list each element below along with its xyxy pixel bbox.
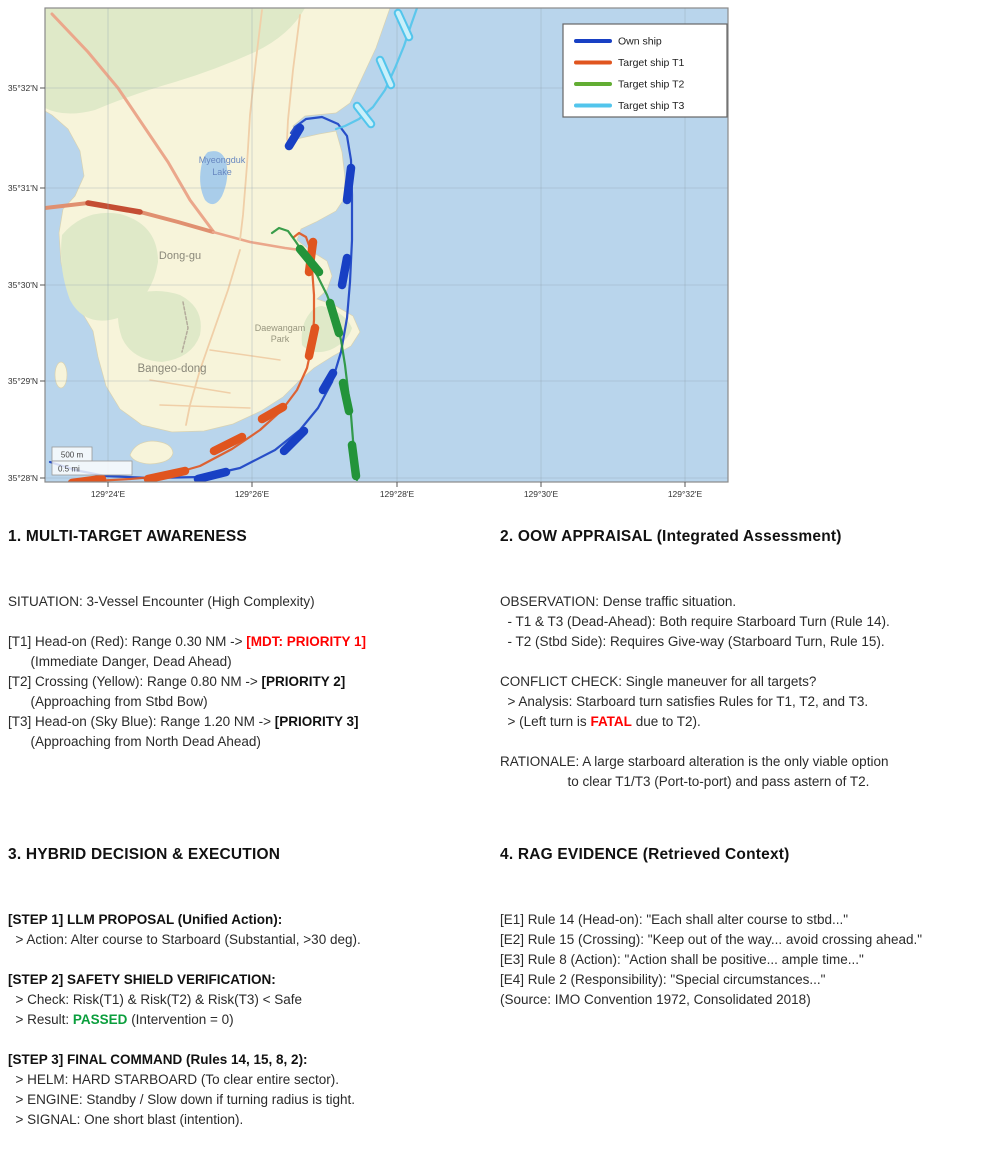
panel-3-body	[8, 910, 500, 1130]
ship-position-marker	[352, 445, 356, 476]
ship-position-marker	[343, 383, 349, 411]
panel-rag-evidence	[500, 846, 988, 1130]
text-line	[8, 612, 500, 632]
ship-position-marker	[342, 258, 347, 285]
text-line	[500, 652, 988, 672]
text-line	[8, 1030, 500, 1050]
panel-1-body	[8, 592, 500, 752]
panel-2-title: 2. OOW APPRAISAL (Integrated Assessment)	[500, 528, 842, 545]
map-legend	[563, 24, 727, 117]
panel-3-title: 3. HYBRID DECISION & EXECUTION	[8, 846, 281, 863]
panel-4-title: 4. RAG EVIDENCE (Retrieved Context)	[500, 846, 790, 863]
text-line: > HELM: HARD STARBOARD (To clear entire sector).	[8, 1072, 339, 1087]
x-axis	[91, 482, 703, 499]
ship-position-marker	[347, 168, 351, 200]
text-line: (Approaching from North Dead Ahead)	[8, 734, 261, 749]
text-line: > Check: Risk(T1) & Risk(T2) & Risk(T3) < Safe	[8, 992, 303, 1007]
x-tick-label: 129°24'E	[90, 489, 126, 499]
y-tick-label: 35°31'N	[7, 183, 38, 193]
y-tick-label: 35°30'N	[7, 280, 38, 290]
legend-label: Target ship T2	[618, 78, 685, 91]
x-tick-label: 129°32'E	[667, 489, 703, 499]
svg-text:Lake: Lake	[212, 167, 232, 177]
y-tick-label: 35°32'N	[7, 83, 38, 93]
text-line: [E4] Rule 2 (Responsibility): "Special circumstances..."	[500, 972, 826, 987]
panel-oow-appraisal	[500, 528, 988, 792]
y-axis	[8, 83, 45, 483]
text-line	[8, 950, 500, 970]
x-tick-label: 129°30'E	[523, 489, 559, 499]
park-label: Daewangam	[254, 323, 306, 333]
islet	[55, 362, 67, 388]
text-line: [E2] Rule 15 (Crossing): "Keep out of the way... avoid crossing ahead."	[500, 932, 923, 947]
text-line: > (Left turn is FATAL due to T2).	[500, 714, 701, 729]
lake-label: Myeongduk	[198, 155, 246, 165]
text-line: (Immediate Danger, Dead Ahead)	[8, 654, 232, 669]
text-line: [T3] Head-on (Sky Blue): Range 1.20 NM -> [PRIORITY 3]	[8, 714, 359, 729]
text-line: SITUATION: 3-Vessel Encounter (High Complexity)	[8, 594, 315, 609]
text-line: - T2 (Stbd Side): Requires Give-way (Starboard Turn, Rule 15).	[500, 634, 885, 649]
text-line: > ENGINE: Standby / Slow down if turning radius is tight.	[8, 1092, 356, 1107]
text-line: to clear T1/T3 (Port-to-port) and pass astern of T2.	[500, 774, 870, 789]
text-line: (Approaching from Stbd Bow)	[8, 694, 208, 709]
district-label: Dong-gu	[158, 250, 202, 262]
ship-position-marker	[309, 328, 315, 356]
text-line: [T1] Head-on (Red): Range 0.30 NM -> [MDT: PRIORITY 1]	[8, 634, 366, 649]
text-line: [STEP 1] LLM PROPOSAL (Unified Action):	[8, 912, 283, 927]
text-line: [E1] Rule 14 (Head-on): "Each shall alter course to stbd..."	[500, 912, 849, 927]
scale-metric: 500 m	[60, 450, 84, 460]
y-tick-label: 35°28'N	[7, 473, 38, 483]
trajectory-map	[0, 0, 740, 500]
scale-imperial: 0.5 mi	[58, 464, 80, 474]
town-label: Bangeo-dong	[137, 363, 207, 375]
panel-1-title: 1. MULTI-TARGET AWARENESS	[8, 528, 247, 545]
panel-multi-target-awareness	[8, 528, 500, 792]
text-line: [E3] Rule 8 (Action): "Action shall be positive... ample time..."	[500, 952, 864, 967]
panel-2-body	[500, 592, 988, 792]
y-tick-label: 35°29'N	[7, 376, 38, 386]
text-line: (Source: IMO Convention 1972, Consolidated 2018)	[500, 992, 811, 1007]
panel-4-body	[500, 910, 988, 1010]
text-line: RATIONALE: A large starboard alteration is the only viable option	[500, 754, 889, 769]
legend-label: Own ship	[618, 35, 662, 48]
panel-hybrid-decision	[8, 846, 500, 1130]
text-line: - T1 & T3 (Dead-Ahead): Both require Starboard Turn (Rule 14).	[500, 614, 890, 629]
text-line	[500, 732, 988, 752]
text-line: CONFLICT CHECK: Single maneuver for all targets?	[500, 674, 817, 689]
svg-text:Park: Park	[270, 334, 290, 344]
text-line: [STEP 3] FINAL COMMAND (Rules 14, 15, 8, 2):	[8, 1052, 308, 1067]
x-tick-label: 129°28'E	[379, 489, 415, 499]
text-line: > SIGNAL: One short blast (intention).	[8, 1112, 244, 1127]
report-panels	[0, 500, 998, 1130]
text-line: [STEP 2] SAFETY SHIELD VERIFICATION:	[8, 972, 276, 987]
text-line: > Action: Alter course to Starboard (Substantial, >30 deg).	[8, 932, 361, 947]
x-tick-label: 129°26'E	[234, 489, 270, 499]
legend-label: Target ship T1	[618, 57, 685, 69]
text-line: > Analysis: Starboard turn satisfies Rules for T1, T2, and T3.	[500, 694, 869, 709]
text-line: > Result: PASSED (Intervention = 0)	[8, 1012, 234, 1027]
text-line: OBSERVATION: Dense traffic situation.	[500, 594, 737, 609]
map-canvas	[0, 0, 740, 500]
text-line: [T2] Crossing (Yellow): Range 0.80 NM -> [PRIORITY 2]	[8, 674, 346, 689]
legend-label: Target ship T3	[618, 100, 685, 112]
